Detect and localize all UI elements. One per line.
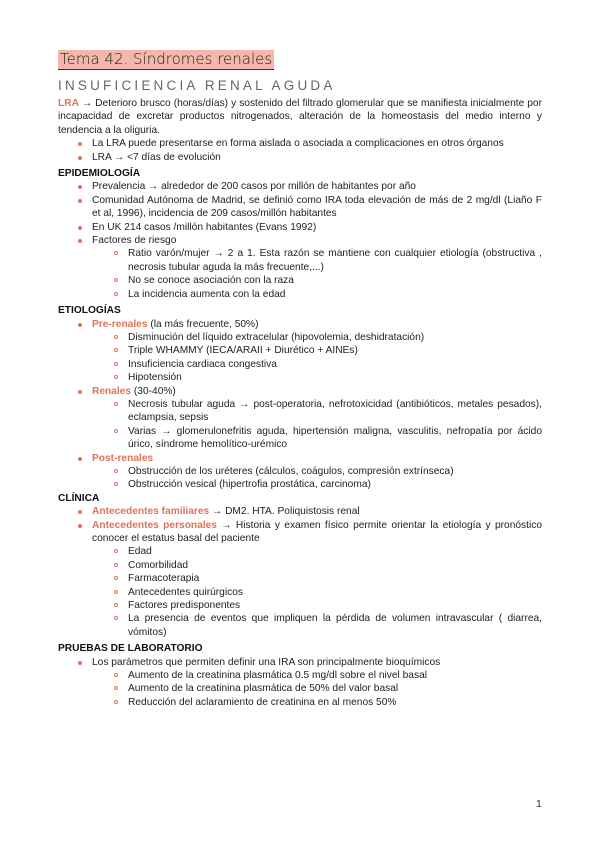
list-item: La LRA puede presentarse en forma aislada o asociada a complicaciones en otros órganos — [58, 137, 542, 150]
intro-list — [58, 137, 542, 164]
etiologias-list — [58, 318, 542, 492]
sub-list-item: Edad — [58, 545, 542, 558]
sub-list-item: Varias → glomerulonefritis aguda, hipertensión maligna, vasculitis, nefropatía por ácido úrico, síndrome hemolítico-urémico — [58, 425, 542, 452]
prerenales-note: (la más frecuente, 50%) — [147, 318, 259, 330]
lra-definition — [58, 97, 542, 137]
heading-clinica: CLÍNICA — [58, 492, 100, 504]
sub-list-item: Farmacoterapia — [58, 572, 542, 585]
sub-list-item: Disminución del líquido extracelular (hipovolemia, deshidratación) — [58, 331, 542, 344]
sub-list-item: Triple WHAMMY (IECA/ARAII + Diurético + AINEs) — [58, 344, 542, 357]
document-body — [58, 97, 542, 709]
list-item: Prevalencia → alrededor de 200 casos por millón de habitantes por año — [58, 180, 542, 193]
heading-epidemiologia: EPIDEMIOLOGÍA — [58, 168, 141, 180]
list-item: En UK 214 casos /millón habitantes (Evans 1992) — [58, 221, 542, 234]
list-item-prerenales — [58, 318, 542, 331]
sub-list-item: Hipotensión — [58, 371, 542, 384]
list-item: Comunidad Autónoma de Madrid, se definió como IRA toda elevación de más de 2 mg/dl (Liaño F et al, 1996), incidencia de 209 casos/millón habitantes — [58, 194, 542, 221]
sub-list-item: Antecedentes quirúrgicos — [58, 586, 542, 599]
sub-list-item: Obstrucción vesical (hipertrofia prostática, carcinoma) — [58, 478, 542, 491]
sub-list-item: Ratio varón/mujer → 2 a 1. Esta razón se mantiene con cualquier etiología (obstructiva , necrosis tubular aguda la más frecuente,...) — [58, 247, 542, 274]
sub-list-item: Aumento de la creatinina plasmática de 50% del valor basal — [58, 682, 542, 695]
laboratorio-list — [58, 656, 542, 710]
page-number: 1 — [536, 798, 542, 810]
sub-list-item: La incidencia aumenta con la edad — [58, 288, 542, 301]
personales-text: → Historia y examen físico permite orientar la etiología y pronóstico conocer el estatus basal del paciente — [92, 519, 542, 544]
epidemiologia-list — [58, 180, 542, 301]
familiares-text: → DM2. HTA. Poliquistosis renal — [209, 506, 360, 518]
sub-list-item: Necrosis tubular aguda → post-operatoria, nefrotoxicidad (antibióticos, metales pesados), eclampsia, sepsis — [58, 398, 542, 425]
renales-label: Renales — [92, 385, 132, 397]
sub-list-item: Factores predisponentes — [58, 599, 542, 612]
personales-label: Antecedentes personales — [92, 519, 217, 531]
lra-text: → Deterioro brusco (horas/días) y sostenido del filtrado glomerular que se manifiesta inicialmente por incapacidad de excretar productos nitrogenados, alteración de la homeostasis del medio interno y tendencia a la oliguria. — [58, 98, 542, 136]
list-item-postrenales — [58, 452, 542, 465]
list-item-renales — [58, 385, 542, 398]
list-item: Los parámetros que permiten definir una IRA son principalmente bioquímicos — [58, 656, 542, 669]
list-item-familiares — [58, 505, 542, 518]
sub-list-item: Obstrucción de los uréteres (cálculos, coágulos, compresión extrínseca) — [58, 465, 542, 478]
sub-list-item: Reducción del aclaramiento de creatinina en al menos 50% — [58, 696, 542, 709]
list-item: LRA → <7 días de evolución — [58, 151, 542, 164]
renales-note: (30-40%) — [131, 385, 176, 397]
section-title: INSUFICIENCIA RENAL AGUDA — [58, 78, 336, 93]
heading-etiologias: ETIOLOGÍAS — [58, 305, 121, 317]
sub-list-item: No se conoce asociación con la raza — [58, 274, 542, 287]
sub-list-item: Aumento de la creatinina plasmática 0.5 mg/dl sobre el nivel basal — [58, 669, 542, 682]
sub-list-item: Comorbilidad — [58, 559, 542, 572]
postrenales-label: Post-renales — [92, 452, 154, 464]
list-item: Factores de riesgo — [58, 234, 542, 247]
familiares-label: Antecedentes familiares — [92, 506, 210, 518]
prerenales-label: Pre-renales — [92, 318, 148, 330]
sub-list-item: La presencia de eventos que impliquen la pérdida de volumen intravascular ( diarrea, vómitos) — [58, 612, 542, 639]
heading-laboratorio: PRUEBAS DE LABORATORIO — [58, 643, 203, 655]
list-item-personales — [58, 519, 542, 546]
lra-label: LRA — [58, 98, 79, 109]
sub-list-item: Insuficiencia cardiaca congestiva — [58, 358, 542, 371]
page-title: Tema 42. Síndromes renales — [60, 50, 273, 68]
clinica-list — [58, 505, 542, 639]
